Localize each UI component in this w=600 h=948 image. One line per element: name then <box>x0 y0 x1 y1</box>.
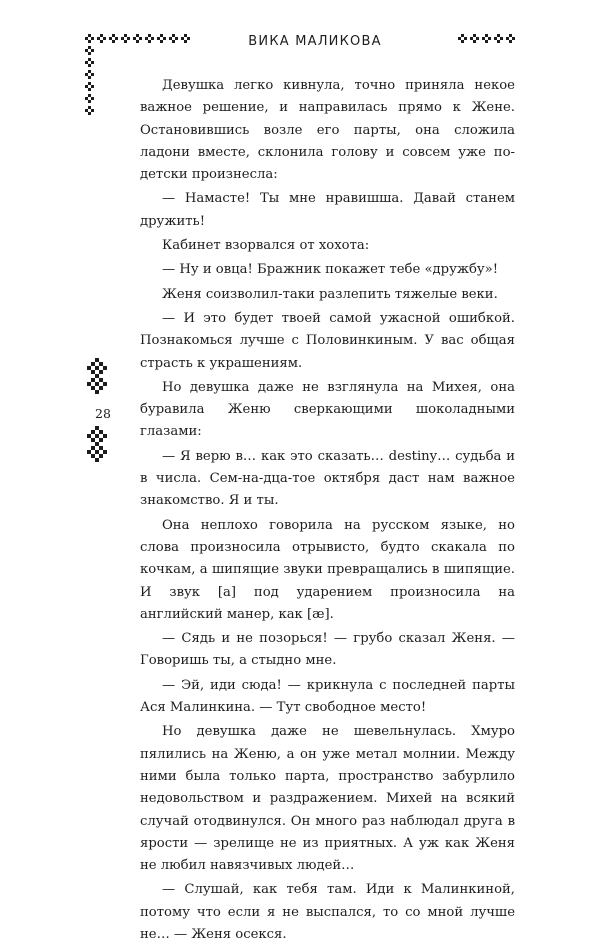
paragraph: — Сядь и не позорься! — грубо сказал Женя. — Говоришь ты, а стыдно мне. <box>140 631 515 669</box>
running-header: ВИКА МАЛИКОВА <box>248 34 382 49</box>
paragraph: — Ну и овца! Бражник покажет тебе «дружбу»! <box>162 262 499 278</box>
paragraph: — Намасте! Ты мне нравишша. Давай станем дружить! <box>140 191 515 229</box>
paragraph: — Я верю в… как это сказать… destiny… судьба и в числа. Сем-на-дца-тое октября даст нам важное знакомство. Я и ты. <box>140 448 515 509</box>
paragraph: Женя соизволил-таки разлепить тяжелые веки. <box>162 286 498 302</box>
body-text <box>140 75 515 948</box>
paragraph: Но девушка даже не шевельнулась. Хмуро пялились на Женю, а он уже метал молнии. Между ними была только парта, пространство забурлило недовольством и раздражением. Михей на всякий случай отодвинулся. Он много раз наблюдал друга в ярости — зрелище не из приятных. А уж как Женя не любил навязчивых людей… <box>140 724 515 874</box>
side-ornament-icon <box>84 358 110 396</box>
paragraph: — И это будет твоей самой ужасной ошибкой. Познакомься лучше с Половинкиным. У вас общая страсть к украшениям. <box>140 310 515 371</box>
border-ornament-icon <box>458 34 518 44</box>
page-number: 28 <box>95 406 111 421</box>
side-ornament-icon-lower <box>84 426 110 464</box>
paragraph: Но девушка даже не взглянула на Михея, она буравила Женю сверкающими шоколадными глазами: <box>140 379 515 440</box>
paragraph: Девушка легко кивнула, точно приняла некое важное решение, и направилась прямо к Жене. Остановившись возле его парты, она сложила ладони вместе, склонила голову и совсем уже по-детски произнесла: <box>140 78 515 183</box>
paragraph: — Слушай, как тебя там. Иди к Малинкиной, потому что если я не выспался, то со мной лучше не… — Женя осекся. <box>140 882 515 942</box>
paragraph: Кабинет взорвался от хохота: <box>162 238 370 254</box>
paragraph: Она неплохо говорила на русском языке, но слова произносила отрывисто, будто скакала по кочкам, а шипящие звуки превращались в шипящие. И звук [а] под ударением произносила на английский манер, как [æ]. <box>140 517 515 622</box>
paragraph: — Эй, иди сюда! — крикнула с последней парты Ася Малинкина. — Тут свободное место! <box>140 677 515 716</box>
